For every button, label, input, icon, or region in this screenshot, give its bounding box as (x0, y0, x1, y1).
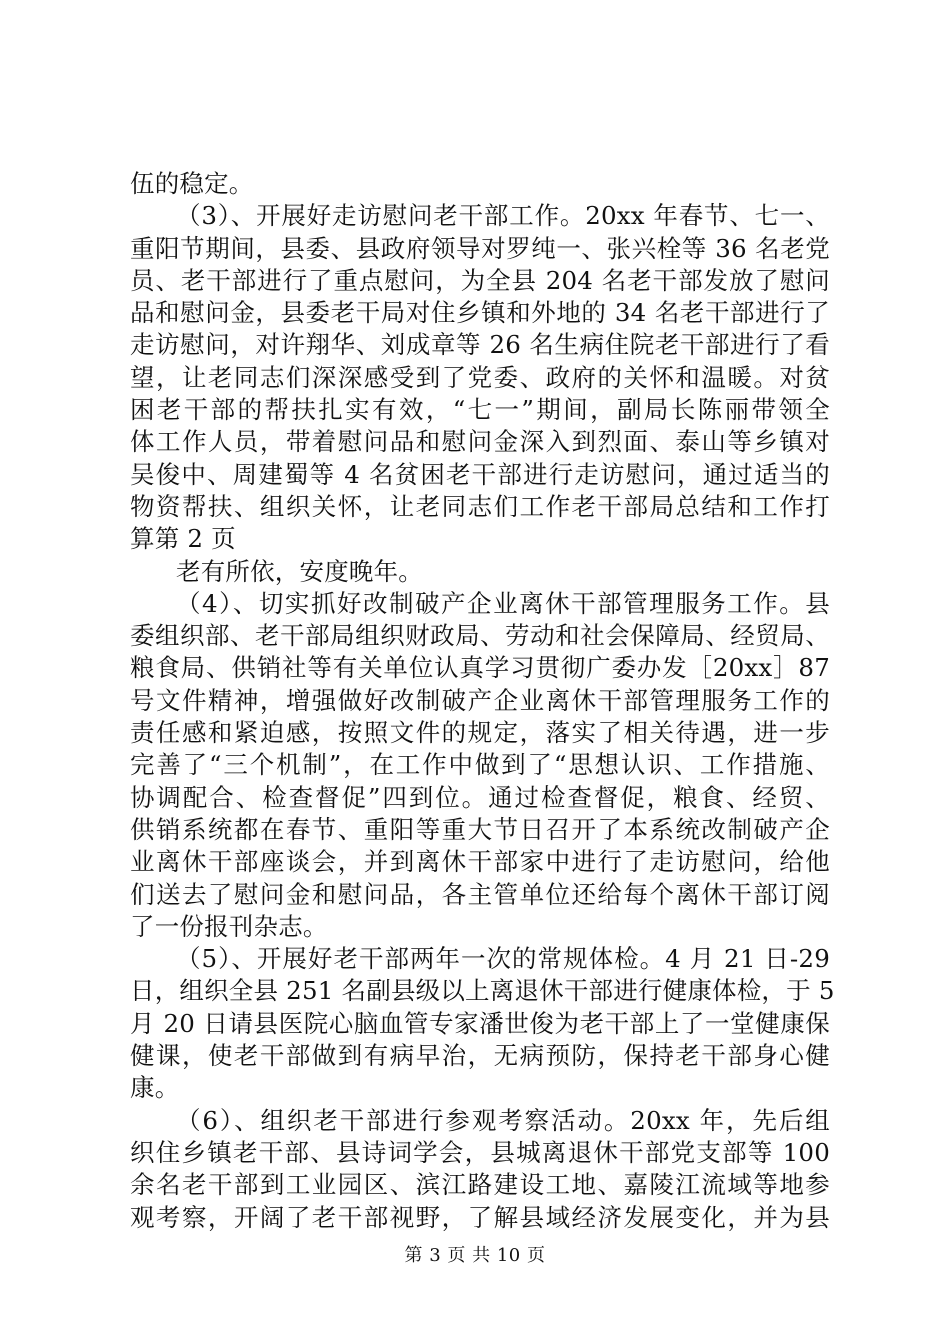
text-line: 观考察，开阔了老干部视野，了解县域经济发展变化，并为县 (130, 1202, 830, 1232)
text-line: 健课，使老干部做到有病早治，无病预防，保持老干部身心健 (130, 1041, 830, 1071)
text-line: 月 20 日请县医院心脑血管专家潘世俊为老干部上了一堂健康保 (130, 1008, 830, 1038)
text-line: 委组织部、老干部局组织财政局、劳动和社会保障局、经贸局、 (130, 621, 830, 651)
text-line: 品和慰问金，县委老干局对住乡镇和外地的 34 名老干部进行了 (130, 298, 830, 328)
text-line: 日，组织全县 251 名副县级以上离退休干部进行健康体检，于 5 (130, 976, 835, 1006)
text-line: 员、老干部进行了重点慰问，为全县 204 名老干部发放了慰问 (130, 265, 830, 295)
text-line: 老有所依，安度晚年。 (176, 556, 423, 586)
text-line: 余名老干部到工业园区、滨江路建设工地、嘉陵江流域等地参 (130, 1170, 830, 1200)
text-line: 吴俊中、周建蜀等 4 名贫困老干部进行走访慰问，通过适当的 (130, 459, 830, 489)
text-line: 体工作人员，带着慰问品和慰问金深入到烈面、泰山等乡镇对 (130, 427, 830, 457)
text-line: 供销系统都在春节、重阳等重大节日召开了本系统改制破产企 (130, 814, 830, 844)
text-line: （4）、切实抓好改制破产企业离休干部管理服务工作。县 (176, 588, 830, 618)
text-line: 粮食局、供销社等有关单位认真学习贯彻广委办发［20xx］87 (130, 653, 830, 683)
page-footer (0, 1245, 950, 1267)
text-line: 算第 2 页 (130, 524, 236, 554)
document-body (130, 168, 835, 1234)
text-line: （3）、开展好走访慰问老干部工作。20xx 年春节、七一、 (176, 201, 830, 231)
text-line: 重阳节期间，县委、县政府领导对罗纯一、张兴栓等 36 名老党 (130, 233, 830, 263)
text-line: 物资帮扶、组织关怀，让老同志们工作老干部局总结和工作打 (130, 491, 830, 521)
text-line: 责任感和紧迫感，按照文件的规定，落实了相关待遇，进一步 (130, 718, 830, 748)
text-line: 织住乡镇老干部、县诗词学会，县城离退休干部党支部等 100 (130, 1137, 830, 1167)
text-line: （6）、组织老干部进行参观考察活动。20xx 年，先后组 (176, 1105, 830, 1135)
text-line: 困老干部的帮扶扎实有效，“七一”期间，副局长陈丽带领全 (130, 395, 830, 425)
text-line: 业离休干部座谈会，并到离休干部家中进行了走访慰问，给他 (130, 847, 830, 877)
text-line: 完善了“三个机制”，在工作中做到了“思想认识、工作措施、 (130, 750, 830, 780)
text-line: 望，让老同志们深深感受到了党委、政府的关怀和温暖。对贫 (130, 362, 830, 392)
text-line: 号文件精神，增强做好改制破产企业离休干部管理服务工作的 (130, 685, 830, 715)
text-line: 康。 (130, 1073, 180, 1103)
page-number-label: 第 3 页 共 10 页 (404, 1245, 546, 1266)
text-line: （5）、开展好老干部两年一次的常规体检。4 月 21 日-29 (176, 944, 830, 974)
text-line: 协调配合、检查督促”四到位。通过检查督促，粮食、经贸、 (130, 782, 830, 812)
text-line: 伍的稳定。 (130, 169, 254, 198)
text-line: 们送去了慰问金和慰问品，各主管单位还给每个离休干部订阅 (130, 879, 830, 909)
text-line: 了一份报刊杂志。 (130, 911, 328, 941)
text-line: 走访慰问，对许翔华、刘成章等 26 名生病住院老干部进行了看 (130, 330, 830, 360)
